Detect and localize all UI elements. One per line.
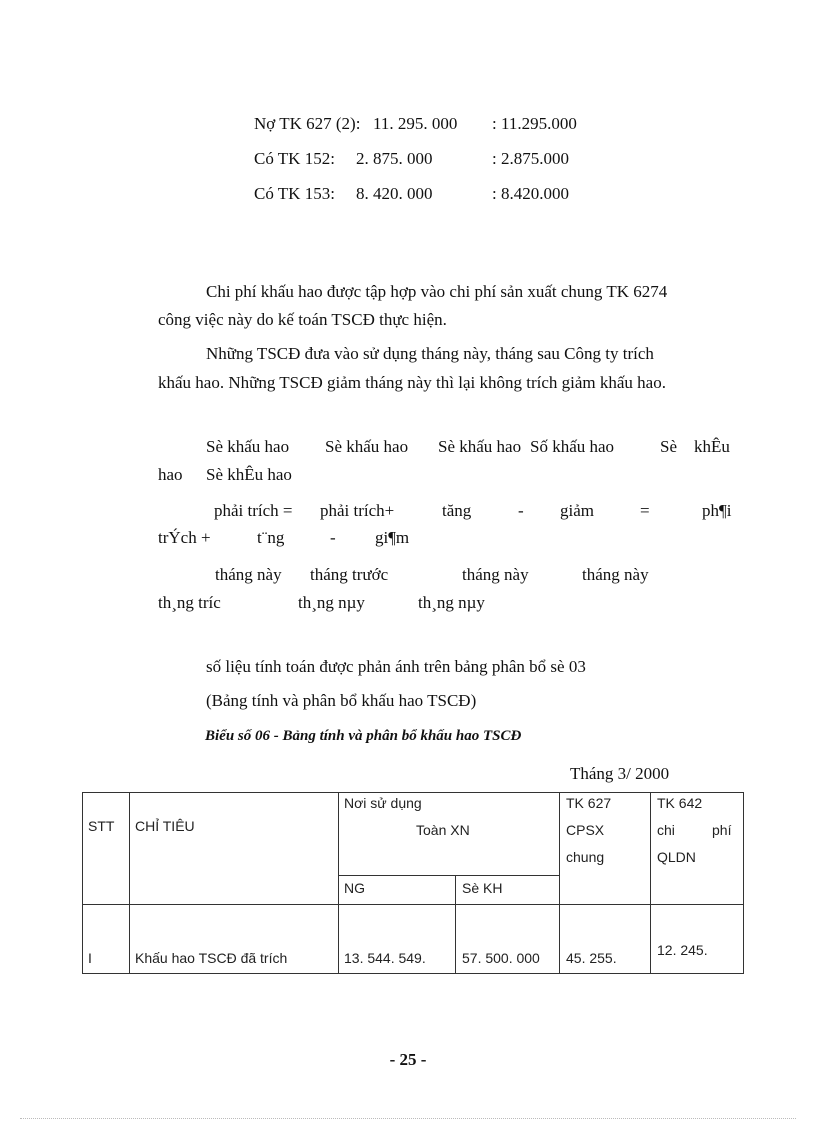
header-tk627-cpsx: CPSX [566,822,605,838]
depreciation-table [82,792,744,974]
paragraph-line: Chi phí khấu hao được tập hợp vào chi phí sản xuất chung TK 6274 [206,282,668,301]
formula-term: th¸ng nµy [418,593,485,612]
formula-term: giảm [560,501,594,520]
formula-row [0,437,816,461]
row-ng: 13. 544. 549. [344,950,426,966]
paragraph-line: khấu hao. Những TSCĐ giảm tháng này thì lại không trích giảm khấu hao. [158,373,666,392]
paragraph-line: Những TSCĐ đưa vào sử dụng tháng này, tháng sau Công ty trích [206,344,654,363]
header-so-kh: Sè KH [462,880,503,896]
formula-term: tháng này [215,565,282,584]
footer-divider [20,1118,796,1119]
formula-term: Số khấu hao [530,437,615,456]
table-border [650,792,651,974]
formula-term: = [640,501,650,520]
row-stt: I [88,950,92,966]
month-label: Tháng 3/ 2000 [570,764,670,783]
formula-term: gi¶m [375,528,410,547]
paragraph-line: công việc này do kế toán TSCĐ thực hiện. [158,310,447,329]
table-border [559,792,560,974]
header-tk627: TK 627 [566,795,612,811]
journal-row [254,149,654,173]
journal-total: : 2.875.000 [492,149,569,168]
note-line: (Bảng tính và phân bổ khấu hao TSCĐ) [206,691,477,710]
header-tk642: TK 642 [657,795,703,811]
header-ng: NG [344,880,365,896]
table-border [338,875,560,876]
page-number: - 25 - [389,1050,427,1069]
journal-amount: 11. 295. 000 [373,114,458,133]
formula-term: Sè khÊu hao [206,465,292,484]
formula-term: - [518,501,524,520]
formula-term: khÊu [694,437,730,456]
formula-term: tháng này [462,565,529,584]
row-chi-tieu: Khấu hao TSCĐ đã trích [135,950,288,966]
row-tk642: 12. 245. [657,942,708,958]
row-so-kh: 57. 500. 000 [462,950,540,966]
formula-row [0,565,816,589]
journal-amount: 2. 875. 000 [356,149,433,168]
journal-account: Có TK 153: [254,184,335,203]
journal-account: Nợ TK 627 (2): [254,114,361,133]
formula-term: trÝch + [158,528,211,547]
formula-term: hao [158,465,183,484]
journal-total: : 11.295.000 [492,114,577,133]
table-border [455,875,456,974]
table-border [338,792,339,974]
formula-term: ph¶i [702,501,732,520]
formula-term: tăng [442,501,472,520]
formula-row [0,501,816,525]
formula-term: tháng trước [310,565,389,584]
formula-row [0,528,816,552]
header-tk642-phi: phí [712,822,732,838]
journal-account: Có TK 152: [254,149,335,168]
formula-row [0,593,816,617]
header-chi-tieu: CHỈ TIÊU [135,818,195,834]
table-border [82,973,744,974]
table-caption: Biểu số 06 - Bảng tính và phân bổ khấu hao TSCĐ [205,728,522,744]
table-border [82,904,744,905]
table-border [129,792,130,974]
journal-amount: 8. 420. 000 [356,184,433,203]
header-stt: STT [88,818,115,834]
formula-term: th¸ng nµy [298,593,365,612]
formula-term: phải trích+ [320,501,395,520]
formula-term: t¨ng [257,528,285,547]
formula-term: - [330,528,336,547]
row-tk627: 45. 255. [566,950,617,966]
formula-term: phải trích = [214,501,293,520]
journal-row [254,184,654,208]
formula-term: tháng này [582,565,649,584]
formula-term: Sè khấu hao [325,437,409,456]
table-border [82,792,744,793]
formula-term: Sè khấu hao [206,437,290,456]
formula-term: Sè khấu hao [438,437,522,456]
header-tk642-qldn: QLDN [657,849,696,865]
formula-term: Sè [660,437,677,456]
formula-term: th¸ng tríc [158,593,221,612]
header-tk627-chung: chung [566,849,605,865]
journal-row [254,114,654,138]
note-line: số liệu tính toán được phản ánh trên bảng phân bổ sè 03 [206,657,586,676]
journal-total: : 8.420.000 [492,184,569,203]
formula-row [0,465,816,489]
table-border [743,792,744,974]
table-border [82,792,83,974]
header-toan-xn: Toàn XN [416,822,470,838]
header-tk642-chi: chi [657,822,675,838]
header-noi-su-dung: Nơi sử dụng [344,795,422,811]
